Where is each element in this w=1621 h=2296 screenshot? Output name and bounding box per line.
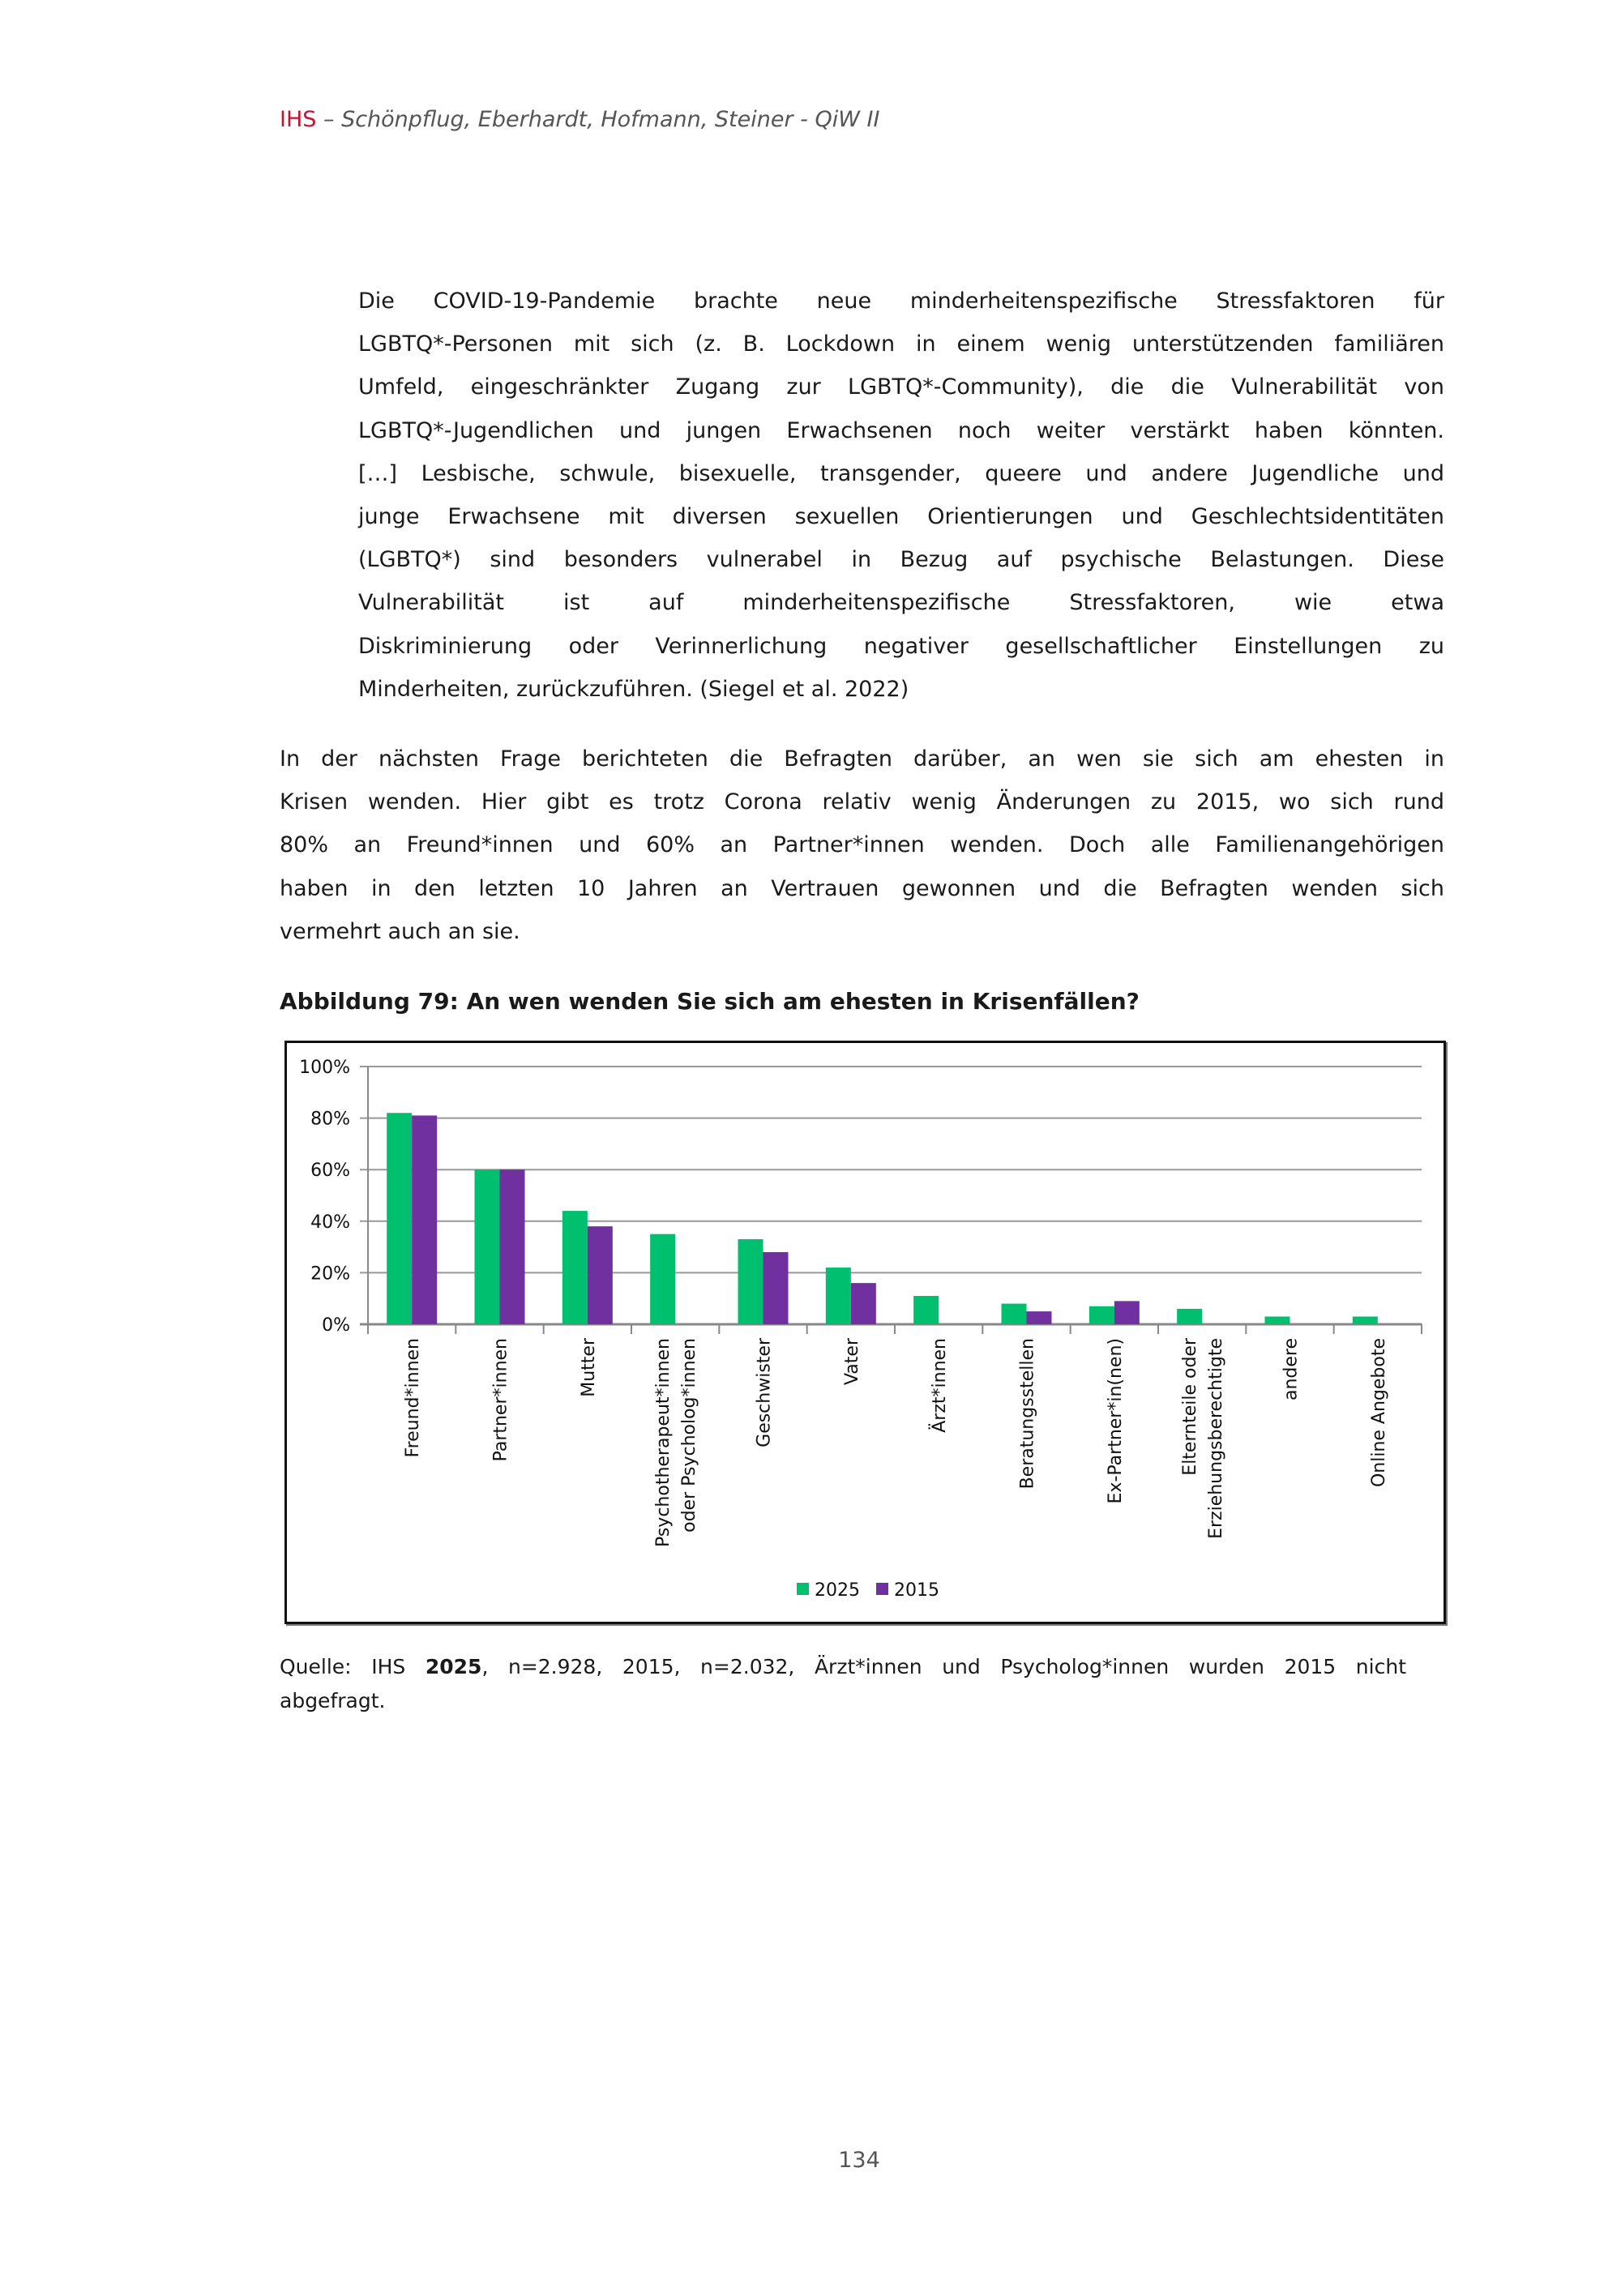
- x-category-label: Online Angebote: [1368, 1338, 1389, 1488]
- text-line: Umfeld, eingeschränkter Zugang zur LGBTQ*-Community), die die Vulnerabilität von: [358, 374, 1444, 400]
- source-line-2: abgefragt.: [280, 1689, 386, 1712]
- x-category-label: Freund*innen: [403, 1338, 424, 1458]
- legend-swatch-2025: [797, 1583, 809, 1595]
- bar-2015: [412, 1115, 437, 1324]
- bar-2025: [913, 1296, 939, 1324]
- legend-swatch-2015: [876, 1583, 888, 1595]
- y-tick-label: 20%: [310, 1263, 350, 1285]
- x-category-label: Ärzt*innen: [930, 1338, 951, 1433]
- bar-2025: [1177, 1309, 1202, 1324]
- x-category-label: oder Psycholog*innen: [679, 1338, 700, 1533]
- legend-label: 2025: [815, 1580, 860, 1601]
- source-year: 2025: [425, 1655, 482, 1678]
- bar-2025: [1089, 1306, 1114, 1324]
- text-line: (LGBTQ*) sind besonders vulnerabel in Bezug auf psychische Belastungen. Diese: [358, 547, 1444, 573]
- bar-chart: [284, 1041, 1446, 1624]
- x-category-label: andere: [1281, 1338, 1302, 1401]
- bar-2015: [851, 1283, 876, 1324]
- bar-2015: [500, 1169, 525, 1324]
- x-category-label: Geschwister: [754, 1338, 775, 1447]
- bar-2015: [588, 1226, 613, 1324]
- text-line: […] Lesbische, schwule, bisexuelle, transgender, queere und andere Jugendliche und: [358, 460, 1444, 486]
- page-number: 134: [838, 2148, 880, 2173]
- header-authors: – Schönpflug, Eberhardt, Hofmann, Steiner - QiW II: [316, 107, 880, 132]
- bar-2015: [763, 1252, 789, 1324]
- source-line-1: [280, 1650, 1406, 1684]
- y-tick-label: 40%: [310, 1212, 350, 1233]
- text-line: LGBTQ*-Jugendlichen und jungen Erwachsenen noch weiter verstärkt haben könnten.: [358, 417, 1444, 443]
- bar-2015: [1027, 1311, 1052, 1324]
- source-prefix: Quelle: IHS: [280, 1655, 426, 1678]
- y-tick-label: 60%: [310, 1161, 350, 1182]
- x-category-label: Partner*innen: [490, 1338, 511, 1462]
- text-line: Krisen wenden. Hier gibt es trotz Corona relativ wenig Änderungen zu 2015, wo sich rund: [280, 789, 1444, 815]
- bar-2025: [387, 1113, 412, 1324]
- x-category-label: Mutter: [578, 1338, 599, 1397]
- bar-2015: [1114, 1301, 1140, 1324]
- text-line: Die COVID-19-Pandemie brachte neue minderheitenspezifische Stressfaktoren für: [358, 289, 1444, 314]
- text-line: 80% an Freund*innen und 60% an Partner*innen wenden. Doch alle Familienangehörigen: [280, 832, 1444, 858]
- text-line: Minderheiten, zurückzuführen. (Siegel et al. 2022): [358, 676, 909, 702]
- text-line: vermehrt auch an sie.: [280, 918, 520, 944]
- figure-source: [280, 1650, 1406, 1718]
- x-category-label: Beratungsstellen: [1017, 1338, 1038, 1490]
- source-rest: , n=2.928, 2015, n=2.032, Ärzt*innen und Psycholog*innen wurden 2015 nicht: [481, 1655, 1406, 1678]
- bar-2025: [826, 1268, 851, 1324]
- legend-label: 2015: [894, 1580, 939, 1601]
- bar-2025: [738, 1239, 763, 1324]
- x-category-label: Ex-Partner*in(nen): [1105, 1338, 1126, 1504]
- text-line: junge Erwachsene mit diversen sexuellen Orientierungen und Geschlechtsidentitäten: [358, 504, 1444, 530]
- figure-title: Abbildung 79: An wen wenden Sie sich am ehesten in Krisenfällen?: [280, 988, 1140, 1015]
- bar-2025: [1353, 1316, 1378, 1324]
- x-category-label: Elternteile oder: [1180, 1338, 1201, 1476]
- text-line: Vulnerabilität ist auf minderheitenspezifische Stressfaktoren, wie etwa: [358, 590, 1444, 616]
- text-line: LGBTQ*-Personen mit sich (z. B. Lockdown in einem wenig unterstützenden familiären: [358, 331, 1444, 357]
- bar-2025: [475, 1169, 500, 1324]
- bar-2025: [650, 1234, 675, 1324]
- y-tick-label: 80%: [310, 1109, 350, 1130]
- bar-2025: [562, 1211, 588, 1324]
- x-category-label: Psychotherapeut*innen: [653, 1338, 674, 1548]
- x-category-label: Vater: [841, 1338, 862, 1386]
- text-line: Diskriminierung oder Verinnerlichung negativer gesellschaftlicher Einstellungen zu: [358, 633, 1444, 659]
- y-tick-label: 0%: [322, 1315, 350, 1336]
- chart-svg: [2, 2, 1621, 2296]
- text-line: haben in den letzten 10 Jahren an Vertrauen gewonnen und die Befragten wenden sich: [280, 875, 1444, 901]
- x-category-label: Erziehungsberechtigte: [1206, 1338, 1227, 1539]
- bar-2025: [1002, 1304, 1027, 1324]
- y-tick-label: 100%: [299, 1058, 350, 1078]
- text-line: In der nächsten Frage berichteten die Befragten darüber, an wen sie sich am ehesten in: [280, 746, 1444, 772]
- bar-2025: [1265, 1316, 1290, 1324]
- header-brand: IHS: [280, 107, 317, 132]
